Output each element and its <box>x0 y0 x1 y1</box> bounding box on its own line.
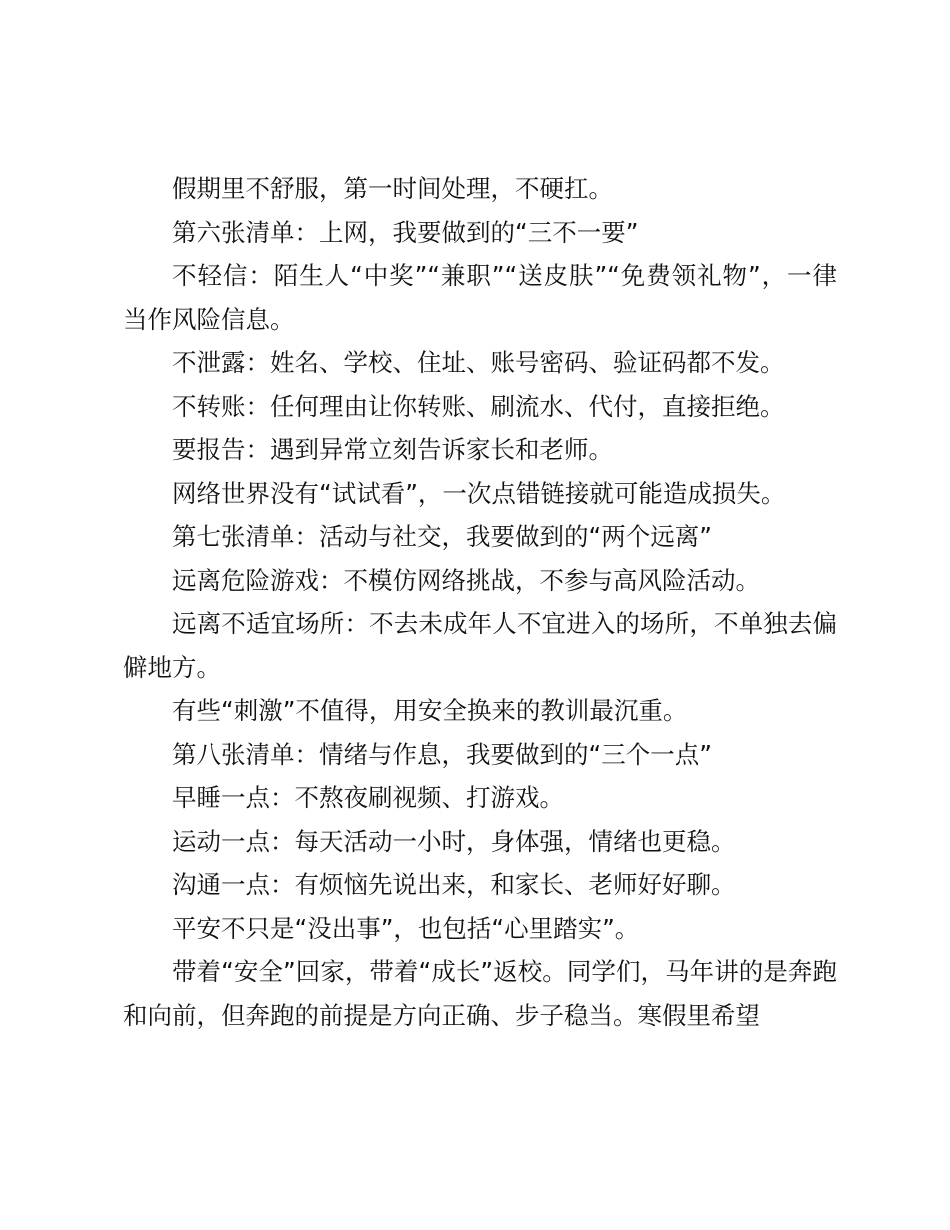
paragraph: 网络世界没有“试试看”，一次点错链接就可能造成损失。 <box>172 478 786 508</box>
paragraph: 沟通一点：有烦恼先说出来，和家长、老师好好聊。 <box>172 870 736 899</box>
paragraph: 平安不只是“没出事”，也包括“心里踏实”。 <box>172 913 640 943</box>
paragraph: 不轻信：陌生人“中奖”“兼职”“送皮肤”“免费领礼物”，一律当作风险信息。 <box>123 261 837 334</box>
paragraph: 早睡一点：不熬夜刷视频、打游戏。 <box>172 783 564 812</box>
paragraph: 第七张清单：活动与社交，我要做到的“两个远离” <box>172 522 712 551</box>
paragraph: 第六张清单：上网，我要做到的“三不一要” <box>172 217 639 247</box>
paragraph: 有些“刺激”不值得，用安全换来的教训最沉重。 <box>172 696 688 725</box>
paragraph: 远离危险游戏：不模仿网络挑战，不参与高风险活动。 <box>172 565 760 595</box>
paragraph: 要报告：遇到异常立刻告诉家长和老师。 <box>172 435 613 464</box>
paragraph: 不转账：任何理由让你转账、刷流水、代付，直接拒绝。 <box>172 391 785 421</box>
paragraph: 带着“安全”回家，带着“成长”返校。同学们，马年讲的是奔跑和向前，但奔跑的前提是方向正确、步子稳当。寒假里希望 <box>123 957 837 1030</box>
paragraph: 假期里不舒服，第一时间处理，不硬扛。 <box>172 174 613 203</box>
paragraph: 远离不适宜场所：不去未成年人不宜进入的场所，不单独去偏僻地方。 <box>123 609 837 682</box>
paragraph: 第八张清单：情绪与作息，我要做到的“三个一点” <box>172 739 712 769</box>
document-body <box>123 167 837 1037</box>
paragraph: 运动一点：每天活动一小时，身体强，情绪也更稳。 <box>172 826 736 856</box>
paragraph: 不泄露：姓名、学校、住址、账号密码、验证码都不发。 <box>172 348 785 377</box>
